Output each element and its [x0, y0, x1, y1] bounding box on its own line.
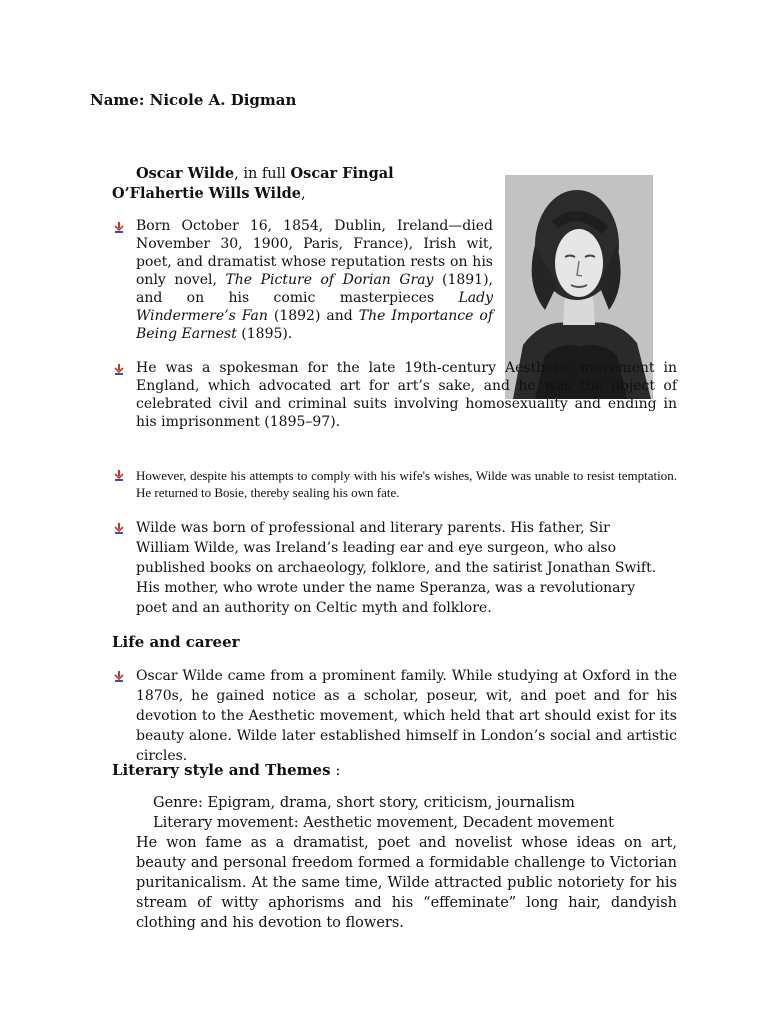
- list-item-birth: Born October 16, 1854, Dublin, Ireland—died November 30, 1900, Paris, France), Irish wit, poet, and dramatist whose reputation rests on his only novel, The Picture of Dorian Gray (1891), and on his comic masterpieces Lady Windermere’s Fan (1892) and The Importance of Being Earnest (1895).: [136, 218, 493, 342]
- bullet-arrow-icon: [113, 222, 125, 234]
- intro-heading: [112, 164, 484, 204]
- section-heading-style: [112, 761, 340, 779]
- list-item-family: Oscar Wilde came from a prominent family. While studying at Oxford in the 1870s, he gained notice as a scholar, poseur, wit, and poet and for his devotion to the Aesthetic movement, which held that art should exist for its beauty alone. Wilde later established himself in London’s social and artistic circles.: [136, 668, 677, 764]
- intro-end: ,: [300, 186, 306, 202]
- list-item-parents: Wilde was born of professional and literary parents. His father, Sir William Wilde, was Ireland’s leading ear and eye surgeon, who also published books on archaeology, folklore, and the satirist Jonathan Swift. His mother, who wrote under the name Speranza, was a revolutionary poet and an authority on Celtic myth and folklore.: [136, 520, 657, 616]
- bullet-arrow-icon: [113, 364, 125, 376]
- section-heading-life: Life and career: [112, 633, 240, 651]
- bullet-arrow-icon: [113, 470, 125, 482]
- genre-line: Genre: Epigram, drama, short story, criticism, journalism: [153, 795, 575, 811]
- author-name: Name: Nicole A. Digman: [90, 91, 297, 109]
- subject-full-name: Oscar Fingal O’Flahertie Wills Wilde: [112, 165, 394, 202]
- list-item-temptation: However, despite his attempts to comply with his wife's wishes, Wilde was unable to resist temptation. He returned to Bosie, thereby sealing his own fate.: [136, 468, 677, 500]
- subject-name: Oscar Wilde: [136, 165, 235, 182]
- movement-line: Literary movement: Aesthetic movement, Decadent movement: [153, 815, 614, 831]
- list-item-aesthetic: He was a spokesman for the late 19th-century Aesthetic movement in England, which advocated art for art’s sake, and he was the object of celebrated civil and criminal suits involving homosexuality and ending in his imprisonment (1895–97).: [136, 360, 677, 430]
- intro-connector: , in full: [234, 166, 291, 182]
- bullet-arrow-icon: [113, 671, 125, 683]
- bullet-arrow-icon: [113, 523, 125, 535]
- style-heading-colon: :: [330, 761, 341, 779]
- closing-paragraph: He won fame as a dramatist, poet and novelist whose ideas on art, beauty and personal freedom formed a formidable challenge to Victorian puritanicalism. At the same time, Wilde attracted public notoriety for his stream of witty aphorisms and his “effeminate” long hair, dandyish clothing and his devotion to flowers.: [136, 835, 677, 931]
- style-heading-text: Literary style and Themes: [112, 761, 331, 779]
